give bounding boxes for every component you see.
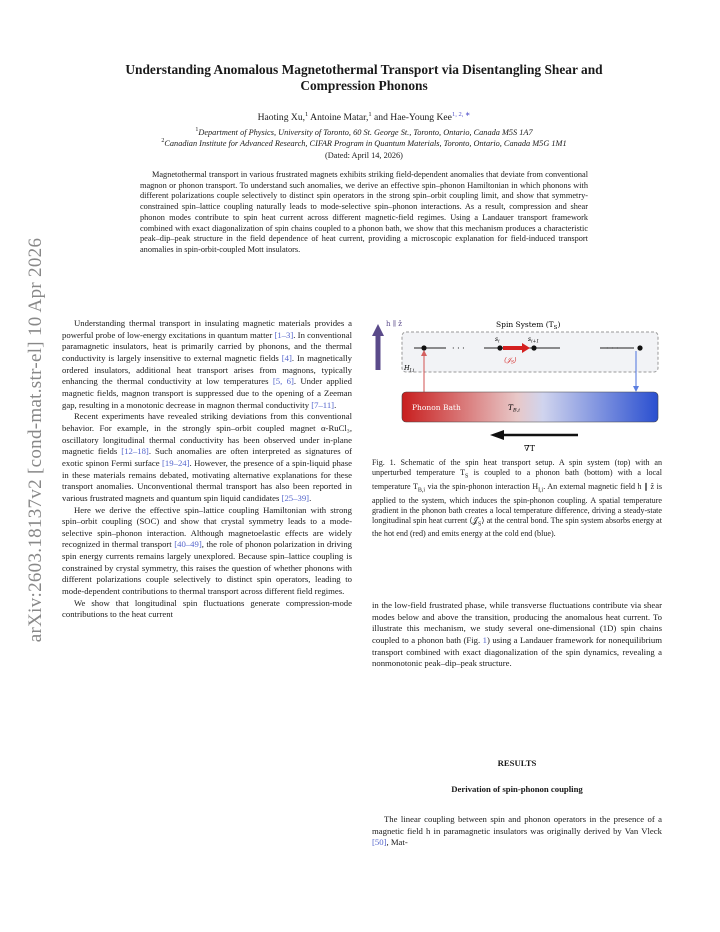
subscript: S <box>478 521 482 528</box>
affiliation: $^2$Canadian Institute for Advanced Research, CIFAR Program in Quantum Materials, Toronto, Ontario, Canada M5G 1M1 <box>161 138 567 148</box>
citation-link[interactable]: [12–18] <box>121 446 149 457</box>
subscript: B,i <box>417 487 426 494</box>
field-label: h ∥ ẑ <box>386 320 402 328</box>
ellipsis-right: · · · <box>606 344 619 353</box>
author: Antoine Matar, <box>310 112 369 124</box>
paragraph: We show that longitudinal spin fluctuations generate compression-mode contributions to the heat current <box>62 597 352 620</box>
bath-temp: $T_{B,i}$ <box>508 403 520 414</box>
paragraph: The linear coupling between spin and phonon operators in the presence of a magnetic field h in paramagnetic insulators was originally derived by Van Vleck [50], Mat- <box>372 814 662 848</box>
bath-label: Phonon Bath <box>412 403 461 412</box>
citation-link[interactable]: [25–39] <box>281 492 310 503</box>
citation-link[interactable]: [1–3] <box>274 329 294 340</box>
ellipsis-left: · · · <box>452 344 465 353</box>
subscript: I,i <box>538 487 544 494</box>
author: and Hae-Young Kee <box>374 112 452 124</box>
affiliation: $^1$Department of Physics, University of Toronto, 60 St. George St., Toronto, Ontario, Canada M5S 1A7 <box>195 127 533 137</box>
field-arrow <box>372 324 384 370</box>
citation-link[interactable]: [40–49] <box>174 539 202 550</box>
left-column <box>62 318 352 621</box>
coupling-label: $H_{I,i}$ <box>404 364 415 374</box>
site-label-i: $s_i$ <box>495 336 500 345</box>
right-column-lower <box>372 814 662 849</box>
spin-site-i1 <box>531 345 536 350</box>
paper-title: Understanding Anomalous Magnetothermal Transport via Disentangling Shear and Compression Phonons <box>125 62 603 93</box>
section-heading: RESULTS <box>497 758 537 768</box>
figure-caption: Fig. 1. Schematic of the spin heat transport setup. A spin system (top) with an unperturbed temperature $T_S$ is coupled to a phonon bath (bottom) with a local temperature $T_{B,i}$ via the spin-phonon interaction $H_{I,i}$. An external magnetic field h ∥ ẑ is applied to the system, which induces the spin-phonon coupling. A spatial temperature gradient in the phonon bath creates a local temperature difference, driving a steady-state longitudinal spin heat current ⟨𝒥$_S$⟩ at the central bond. The spin system absorbs energy at the hot end (red) and emits energy at the cold end (blue). <box>372 458 662 539</box>
spin-site <box>421 345 426 350</box>
citation-link[interactable]: [7–11] <box>311 399 335 410</box>
gradient-arrow <box>490 430 504 440</box>
subscript: S <box>465 473 469 480</box>
citation-link[interactable]: [4] <box>281 352 292 363</box>
right-column <box>372 600 662 670</box>
emit-arrow <box>633 386 639 392</box>
citation-link[interactable]: [19–24] <box>162 457 190 468</box>
spin-transport-schematic <box>372 314 662 454</box>
spin-site <box>637 345 642 350</box>
paragraph: in the low-field frustrated phase, while transverse fluctuations contribute via shear modes below and above the transition, producing the anomalous heat current. To illustrate this mechanism, we study several one-dimensional (1D) spin chains coupled to a phonon bath (Fig. 1) using a Landauer framework for nonequilibrium transport combined with exact diagonalization of the spin dynamics, revealing a nonmonotonic peak–dip–peak structure. <box>372 600 662 669</box>
author-list: Haoting Xu,$^1$ Antoine Matar,$^1$ and Hae-Young Kee$^{1, 2, ∗}$ <box>257 111 471 124</box>
current-label: ⟨𝒥$_S$⟩ <box>504 356 517 366</box>
spin-system-label: Spin System $(T_S)$ <box>496 320 561 331</box>
subsection-heading: Derivation of spin-phonon coupling <box>451 784 583 794</box>
abstract: Magnetothermal transport in various frustrated magnets exhibits striking field-dependent anomalies that deviate from conventional magnon or phonon transport. To understand such anomalies, we derive an effective spin–phonon Hamiltonian in which phonons with different polarizations couple selectively to distinct spin operators in the strong spin–orbit coupling limit, and show that symmetry-constrained spin–lattice coupling naturally leads to mode-selective spin–phonon interactions. As a result, compression and shear phonon modes contribute to spin heat current across different magnetic-field regimes. Using a Landauer transport framework combined with exact diagonalization of spin chains coupled to a phonon bath, we show that this mechanism produces a characteristic peak–dip–peak structure in the field dependence of heat current, providing a microscopic explanation for field-induced transport anomalies in spin-orbit-coupled Mott insulators. <box>140 170 588 254</box>
date-line: (Dated: April 14, 2026) <box>325 151 403 160</box>
citation-link[interactable]: [5, 6] <box>272 376 294 387</box>
gradient-label: ∇T <box>524 444 535 453</box>
paragraph: Understanding thermal transport in insulating magnetic materials provides a powerful probe of low-energy excitations in quantum matter [1–3]. In conventional paramagnetic insulators, heat is primarily carried by phonons, and the thermal conductivity is largely insensitive to external magnetic fields [4]. In magnetically ordered insulators, additional heat transport arises from magnons, typically enhancing the thermal conductivity at low temperatures [5, 6]. Under applied magnetic fields, magnon transport is suppressed due to the opening of a Zeeman gap, resulting in a monotonic decrease in magnon thermal conductivity [7–11]. <box>62 318 353 410</box>
citation-link[interactable]: [50] <box>372 837 387 848</box>
citation-link[interactable]: 1 <box>482 634 487 645</box>
arxiv-sidebar <box>24 210 48 670</box>
paragraph: Recent experiments have revealed striking deviations from this conventional behavior. For example, in the strongly spin–orbit coupled magnet α-RuCl₃, oscillatory longitudinal thermal conductivity has been observed under in-plane magnetic fields [12–18]. Such anomalies are often interpreted as signatures of exotic spinon Fermi surface [19–24]. However, the presence of a spin-liquid phase in these materials remains debated, motivating alternative explanations for these transport anomalies. Unconventional thermal transport has also been reported in various frustrated magnets and quantum spin liquid candidates [25–39]. <box>62 411 352 503</box>
figure-1 <box>372 314 662 454</box>
author: Haoting Xu, <box>257 112 306 124</box>
site-label-i1: $s_{i+1}$ <box>528 336 540 345</box>
arxiv-id: arXiv:2603.18137v2 [cond-mat.str-el] 10 Apr 2026 <box>25 237 46 643</box>
spin-site-i <box>497 345 502 350</box>
paragraph: Here we derive the effective spin–lattice coupling Hamiltonian with strong spin–orbit coupling (SOC) and show that crystal symmetry leads to a mode-selective spin–phonon interaction. Although magnetoelastic effects are widely recognized in thermal transport [40–49], the role of phonon polarization in driving spin energy currents remains largely unexplored. Because spin–lattice coupling is constrained by crystal symmetry, this raises the question of whether phonons with different polarizations couple selectively to distinct spin operators, leading to mode-dependent contributions to thermal transport across different field regimes. <box>62 504 353 597</box>
